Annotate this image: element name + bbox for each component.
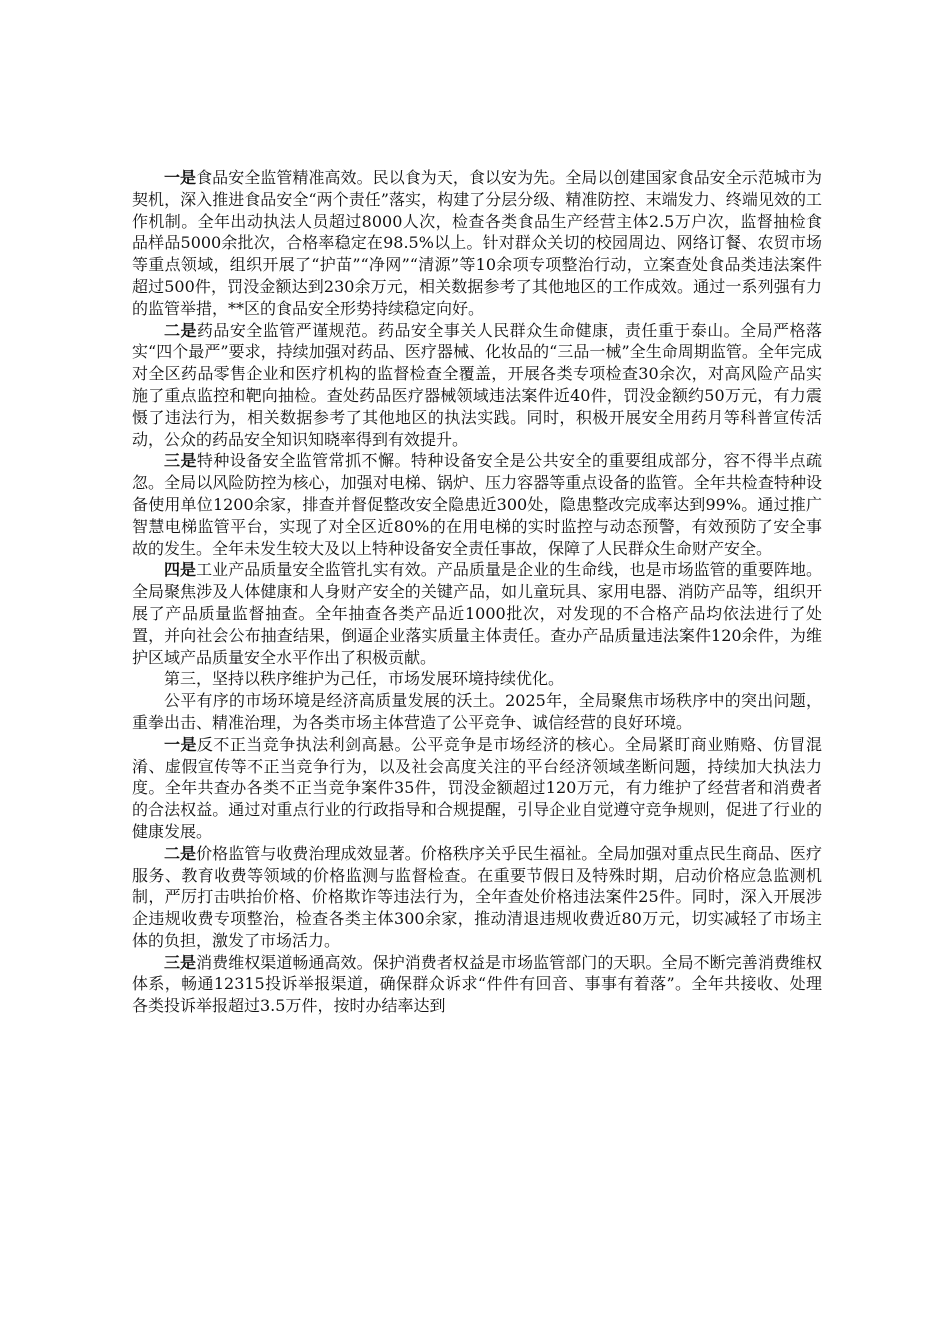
paragraph-text: 工业产品质量安全监管扎实有效。产品质量是企业的生命线，也是市场监管的重要阵地。全局聚焦涉及人体健康和人身财产安全的关键产品，如儿童玩具、家用电器、消防产品等，组织开展了产品质量监督抽查。全年抽查各类产品近1000批次，对发现的不合格产品均依法进行了处置，并向社会公布抽查结果，倒逼企业落实质量主体责任。查办产品质量违法案件120余件，为维护区域产品质量安全水平作出了积极贡献。 (132, 560, 822, 667)
paragraph-consumer-rights (132, 952, 822, 1017)
paragraph-text: 价格监管与收费治理成效显著。价格秩序关乎民生福祉。全局加强对重点民生商品、医疗服务、教育收费等领域的价格监测与监督检查。在重要节假日及特殊时期，启动价格应急监测机制，严厉打击哄抬价格、价格欺诈等违法行为，全年查处价格违法案件25件。同时，深入开展涉企违规收费专项整治，检查各类主体300余家，推动清退违规收费近80万元，切实减轻了市场主体的负担，激发了市场活力。 (132, 843, 822, 950)
paragraph-lead: 二是 (164, 843, 197, 863)
paragraph-lead: 二是 (164, 320, 197, 340)
paragraph-text: 公平有序的市场环境是经济高质量发展的沃土。2025年，全局聚焦市场秩序中的突出问题，重拳出击、精准治理，为各类市场主体营造了公平竞争、诚信经营的良好环境。 (132, 691, 822, 732)
paragraph-text: 特种设备安全监管常抓不懈。特种设备安全是公共安全的重要组成部分，容不得半点疏忽。全局以风险防控为核心，加强对电梯、锅炉、压力容器等重点设备的监管。全年共检查特种设备使用单位1200余家，排查并督促整改安全隐患近300处，隐患整改完成率达到99%。通过推广智慧电梯监管平台，实现了对全区近80%的在用电梯的实时监控与动态预警，有效预防了安全事故的发生。全年未发生较大及以上特种设备安全责任事故，保障了人民群众生命财产安全。 (132, 451, 822, 558)
document-body (132, 167, 822, 1017)
paragraph-anti-unfair-competition (132, 734, 822, 843)
paragraph-lead: 三是 (164, 952, 197, 972)
paragraph-intro (132, 690, 822, 734)
paragraph-price-supervision (132, 843, 822, 952)
paragraph-lead: 一是 (164, 734, 197, 754)
paragraph-lead: 一是 (164, 168, 197, 187)
paragraph-text: 药品安全监管严谨规范。药品安全事关人民群众生命健康，责任重于泰山。全局严格落实“四个最严”要求，持续加强对药品、医疗器械、化妆品的“三品一械”全生命周期监管。全年完成对全区药品零售企业和医疗机构的监督检查全覆盖，开展各类专项检查30余次，对高风险产品实施了重点监控和靶向抽检。查处药品医疗器械领域违法案件近40件，罚没金额约50万元，有力震慑了违法行为，相关数据参考了其他地区的执法实践。同时，积极开展安全用药月等科普宣传活动，公众的药品安全知识知晓率得到有效提升。 (132, 320, 822, 449)
paragraph-special-equipment (132, 450, 822, 559)
paragraph-product-quality (132, 559, 822, 668)
paragraph-lead: 四是 (164, 560, 197, 580)
section-heading (132, 668, 822, 690)
paragraph-drug-safety (132, 320, 822, 451)
paragraph-text: 反不正当竞争执法利剑高悬。公平竞争是市场经济的核心。全局紧盯商业贿赂、仿冒混淆、虚假宣传等不正当竞争行为，以及社会高度关注的平台经济领域垄断问题，持续加大执法力度。全年共查办各类不正当竞争案件35件，罚没金额超过120万元，有力维护了经营者和消费者的合法权益。通过对重点行业的行政指导和合规提醒，引导企业自觉遵守竞争规则，促进了行业的健康发展。 (132, 734, 822, 841)
paragraph-food-safety (132, 167, 822, 320)
paragraph-text: 食品安全监管精准高效。民以食为天，食以安为先。全局以创建国家食品安全示范城市为契机，深入推进食品安全“两个责任”落实，构建了分层分级、精准防控、末端发力、终端见效的工作机制。全年出动执法人员超过8000人次，检查各类食品生产经营主体2.5万户次，监督抽检食品样品5000余批次，合格率稳定在98.5%以上。针对群众关切的校园周边、网络订餐、农贸市场等重点领域，组织开展了“护苗”“净网”“清源”等10余项专项整治行动，立案查处食品类违法案件超过500件，罚没金额达到230余万元，相关数据参考了其他地区的工作成效。通过一系列强有力的监管举措，**区的食品安全形势持续稳定向好。 (132, 168, 822, 318)
paragraph-lead: 三是 (164, 451, 197, 471)
section-heading-text: 第三，坚持以秩序维护为己任，市场发展环境持续优化。 (164, 669, 565, 689)
paragraph-text: 消费维权渠道畅通高效。保护消费者权益是市场监管部门的天职。全局不断完善消费维权体系，畅通12315投诉举报渠道，确保群众诉求“件件有回音、事事有着落”。全年共接收、处理各类投诉举报超过3.5万件，按时办结率达到 (132, 952, 822, 1016)
